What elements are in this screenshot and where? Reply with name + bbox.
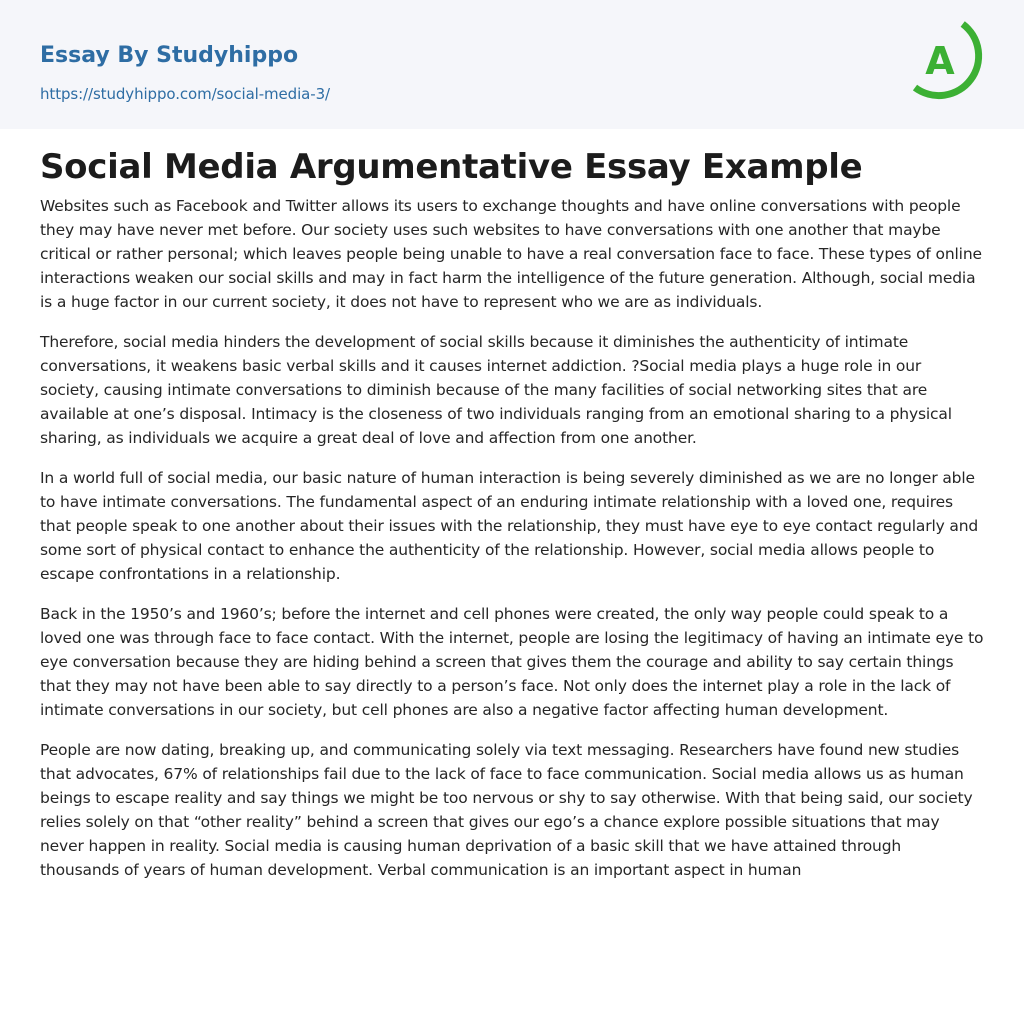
essay-paragraph: People are now dating, breaking up, and communicating solely via text messaging. Researchers have found new studies that advocates, 67% of relationships fail due to the lack of face to face communication. Social media allows us as human beings to escape reality and say things we might be too nervous or shy to say otherwise. With that being said, our society relies solely on that “other reality” behind a screen that gives our ego’s a chance explore possible situations that may never happen in reality. Social media is causing human deprivation of a basic skill that we have attained through thousands of years of human development. Verbal communication is an important aspect in human xyxy=(40,741,973,879)
page-title: Social Media Argumentative Essay Example xyxy=(40,147,863,187)
essay-body xyxy=(40,194,984,898)
essay-paragraph: Back in the 1950’s and 1960’s; before the internet and cell phones were created, the only way people could speak to a loved one was through face to face contact. With the internet, people are losing the legitimacy of having an intimate eye to eye conversation because they are hiding behind a screen that gives them the courage and ability to say certain things that they may not have been able to say directly to a person’s face. Not only does the internet play a role in the lack of intimate conversations in our society, but cell phones are also a negative factor affecting human development. xyxy=(40,605,984,719)
essay-paragraph: Therefore, social media hinders the development of social skills because it diminishes the authenticity of intimate conversations, it weakens basic verbal skills and it causes internet addiction. ?Social media plays a huge role in our society, causing intimate conversations to diminish because of the many facilities of social networking sites that are available at one’s disposal. Intimacy is the closeness of two individuals ranging from an emotional sharing to a physical sharing, as individuals we acquire a great deal of love and affection from one another. xyxy=(40,333,952,447)
logo-a-icon xyxy=(912,18,988,106)
site-brand[interactable]: Essay By Studyhippo xyxy=(40,43,299,68)
logo-letter: A xyxy=(925,39,955,83)
site-header xyxy=(0,0,1024,129)
source-url-link[interactable]: https://studyhippo.com/social-media-3/ xyxy=(40,85,330,103)
site-logo[interactable] xyxy=(912,18,988,106)
essay-paragraph: Websites such as Facebook and Twitter allows its users to exchange thoughts and have online conversations with people they may have never met before. Our society uses such websites to have conversations with one another that maybe critical or rather personal; which leaves people being unable to have a real conversation face to face. These types of online interactions weaken our social skills and may in fact harm the intelligence of the future generation. Although, social media is a huge factor in our current society, it does not have to represent who we are as individuals. xyxy=(40,197,982,311)
essay-paragraph: In a world full of social media, our basic nature of human interaction is being severely diminished as we are no longer able to have intimate conversations. The fundamental aspect of an enduring intimate relationship with a loved one, requires that people speak to one another about their issues with the relationship, they must have eye to eye contact regularly and some sort of physical contact to enhance the authenticity of the relationship. However, social media allows people to escape confrontations in a relationship. xyxy=(40,469,979,583)
